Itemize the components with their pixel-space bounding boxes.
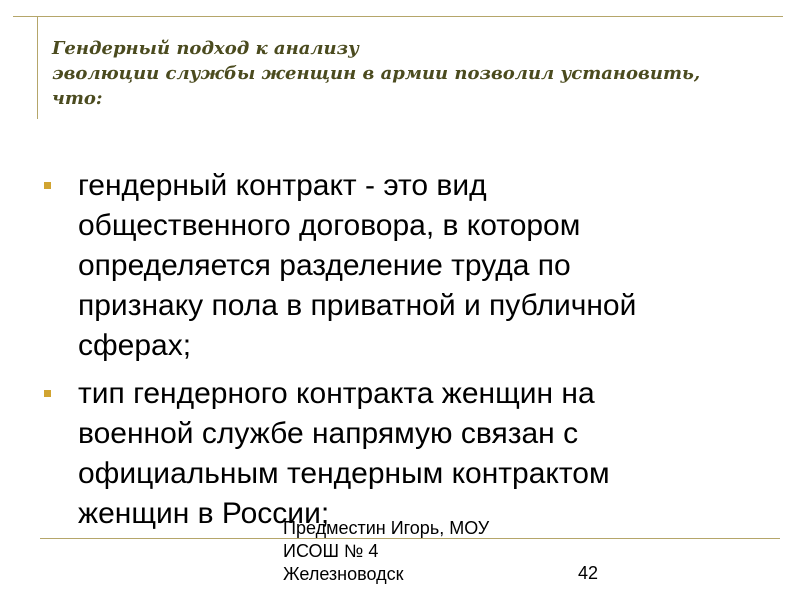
footer-author bbox=[283, 517, 533, 586]
slide-title-line: эволюции службы женщин в армии позволил установить, bbox=[52, 63, 701, 84]
footer-author-line: Предместин Игорь, МОУ bbox=[283, 518, 490, 538]
bullet-text-line: сферах; bbox=[78, 329, 192, 362]
bullet-text-line: общественного договора, в котором bbox=[78, 209, 581, 242]
bullet-text-line: определяется разделение труда по bbox=[78, 249, 571, 282]
square-bullet-icon bbox=[44, 390, 51, 397]
bullet-list bbox=[38, 166, 738, 542]
bullet-text-line: женщин в России; bbox=[78, 497, 330, 530]
bullet-item bbox=[38, 374, 738, 534]
square-bullet-icon bbox=[44, 182, 51, 189]
bullet-text-line: тип гендерного контракта женщин на bbox=[78, 377, 595, 410]
bullet-text-line: официальным тендерным контрактом bbox=[78, 457, 610, 490]
top-border-rule bbox=[13, 16, 783, 17]
slide-title-line: что: bbox=[52, 88, 103, 109]
bullet-text-line: военной службе напрямую связан с bbox=[78, 417, 579, 450]
slide-title-line: Гендерный подход к анализу bbox=[52, 38, 359, 59]
page-number: 42 bbox=[578, 563, 599, 583]
bullet-item bbox=[38, 166, 738, 366]
footer-author-line: Железноводск bbox=[283, 564, 404, 584]
bullet-text-line: гендерный контракт - это вид bbox=[78, 169, 487, 202]
slide-title bbox=[52, 36, 772, 111]
bullet-text-line: признаку пола в приватной и публичной bbox=[78, 289, 637, 322]
footer-author-line: ИСОШ № 4 bbox=[283, 541, 379, 561]
left-border-rule bbox=[37, 16, 38, 119]
